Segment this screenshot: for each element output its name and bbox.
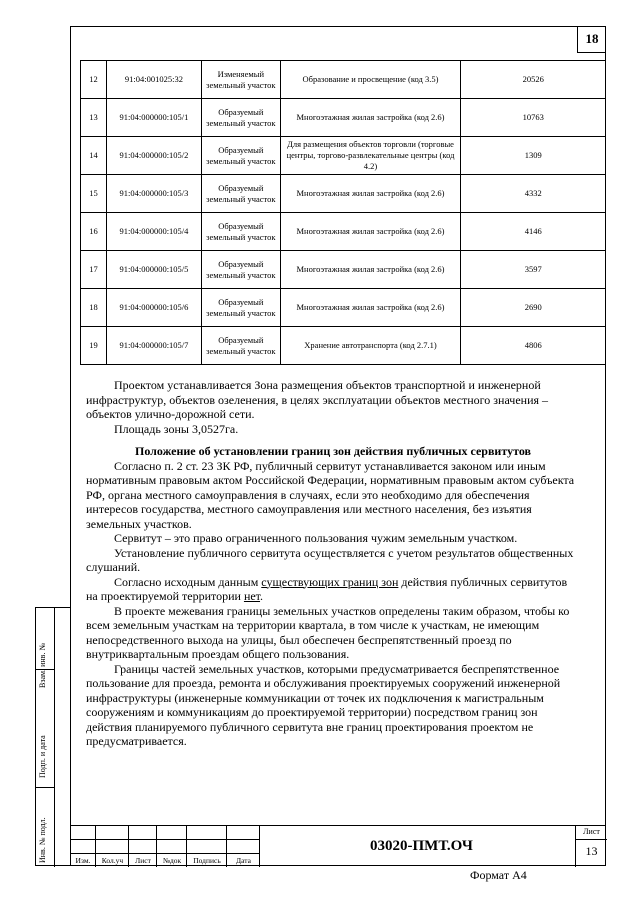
section-heading: Положение об установлении границ зон действия публичных сервитутов <box>135 444 531 458</box>
page-number-badge: 18 <box>577 26 606 53</box>
paragraph-boundaries: Границы частей земельных участков, которыми предусматривается беспрепятственное пользование для проезда, ремонта и обслуживания проектируемых сооружений инженерной инфраструктуры (инженерные коммуникации от точек их подключения к магистральным сооружениям и коммуникациям до проектируемой территории) посредством границ зон действия планируемого публичного сервитута вне границ проектирования проектом не предусматривается. <box>86 661 561 748</box>
plot-area: 4146 <box>461 213 606 251</box>
plot-type: Образуемый земельный участок <box>202 137 281 175</box>
col-label-count: Кол.уч <box>101 856 124 865</box>
col-label-date: Дата <box>236 856 251 865</box>
table-row <box>81 289 606 327</box>
sheet-box <box>575 826 606 867</box>
permitted-use: Многоэтажная жилая застройка (код 2.6) <box>280 289 461 327</box>
table-row <box>81 99 606 137</box>
row-number: 14 <box>81 137 107 175</box>
plot-area: 10763 <box>461 99 606 137</box>
plot-area: 3597 <box>461 251 606 289</box>
plot-type: Образуемый земельный участок <box>202 175 281 213</box>
col-label-signature: Подпись <box>193 856 221 865</box>
row-number: 12 <box>81 61 107 99</box>
row-number: 13 <box>81 99 107 137</box>
col-label-change: Изм. <box>75 856 91 865</box>
cadastral-number: 91:04:000000:105/4 <box>106 213 201 251</box>
table-row <box>81 251 606 289</box>
paragraph-area: Площадь зоны 3,0527га. <box>114 421 239 436</box>
cadastral-number: 91:04:000000:105/5 <box>106 251 201 289</box>
paragraph-servitude-law: Согласно п. 2 ст. 23 ЗК РФ, публичный сервитут устанавливается законом или иным нормативным правовым актом Российской Федерации, нормативным правовым актом субъекта РФ, органа местного самоуправления в случаях, если это необходимо для обеспечения интересов государства, местного самоуправления или местного населения, без изъятия земельных участков. <box>86 458 575 531</box>
sidebar-label-replace: Взам. инв. № <box>38 642 47 688</box>
plot-type: Образуемый земельный участок <box>202 327 281 365</box>
cadastral-number: 91:04:000000:105/6 <box>106 289 201 327</box>
row-number: 17 <box>81 251 107 289</box>
document-code: 03020-ПМТ.ОЧ <box>370 838 473 854</box>
paragraph-zone: Проектом устанавливается Зона размещения объектов транспортной и инженерной инфраструктур, объектов озеленения, в целях эксплуатации объектов местного значения – объектов улично-дорожной сети. <box>86 378 549 421</box>
row-number: 19 <box>81 327 107 365</box>
plot-type: Образуемый земельный участок <box>202 99 281 137</box>
col-label-sheet: Лист <box>135 856 151 865</box>
table-row <box>81 137 606 175</box>
paragraph-access: В проекте межевания границы земельных участков определены таким образом, чтобы ко всем земельным участкам на территории квартала, в том числе к участкам, не имеющим непосредственного выхода на улицы, был обеспечен беспрепятственный проезд по внутриквартальным проездам общего пользования. <box>86 603 570 661</box>
permitted-use: Хранение автотранспорта (код 2.7.1) <box>280 327 461 365</box>
row-number: 15 <box>81 175 107 213</box>
revision-grid <box>70 826 260 867</box>
plot-area: 20526 <box>461 61 606 99</box>
row-number: 16 <box>81 213 107 251</box>
cadastral-number: 91:04:000000:105/1 <box>106 99 201 137</box>
col-label-docnum: №док <box>162 856 182 865</box>
cadastral-number: 91:04:000000:105/2 <box>106 137 201 175</box>
row-number: 18 <box>81 289 107 327</box>
cadastral-number: 91:04:001025:32 <box>106 61 201 99</box>
title-block <box>70 825 606 866</box>
cadastral-number: 91:04:000000:105/3 <box>106 175 201 213</box>
table-row <box>81 61 606 99</box>
plot-type: Изменяемый земельный участок <box>202 61 281 99</box>
sidebar-label-inventory: Инв. № подл. <box>38 817 47 863</box>
document-body <box>86 378 580 749</box>
sheet-label: Лист <box>576 827 607 840</box>
table-row <box>81 213 606 251</box>
plot-area: 4806 <box>461 327 606 365</box>
sidebar-label-signature: Подп. и дата <box>38 735 47 778</box>
paragraph-existing-zones: Согласно исходным данным существующих границ зон действия публичных сервитутов на проектируемой территории нет. <box>86 574 568 603</box>
plot-type: Образуемый земельный участок <box>202 289 281 327</box>
permitted-use: Многоэтажная жилая застройка (код 2.6) <box>280 175 461 213</box>
permitted-use: Для размещения объектов торговли (торговые центры, торгово-развлекательные центры (код 4.2) <box>280 137 461 175</box>
table-row <box>81 175 606 213</box>
paragraph-servitude-definition: Сервитут – это право ограниченного пользования чужим земельным участком. <box>114 531 518 545</box>
permitted-use: Многоэтажная жилая застройка (код 2.6) <box>280 99 461 137</box>
paragraph-hearings: Установление публичного сервитута осуществляется с учетом результатов общественных слушаний. <box>86 545 574 574</box>
plot-area: 4332 <box>461 175 606 213</box>
sheet-number: 13 <box>585 844 598 858</box>
plot-area: 1309 <box>461 137 606 175</box>
land-plots-table <box>80 60 606 365</box>
table-row <box>81 327 606 365</box>
paper-format: Формат А4 <box>470 868 527 882</box>
plot-type: Образуемый земельный участок <box>202 213 281 251</box>
cadastral-number: 91:04:000000:105/7 <box>106 327 201 365</box>
permitted-use: Образование и просвещение (код 3.5) <box>280 61 461 99</box>
stamp-sidebar <box>35 607 71 866</box>
plot-type: Образуемый земельный участок <box>202 251 281 289</box>
plot-area: 2690 <box>461 289 606 327</box>
permitted-use: Многоэтажная жилая застройка (код 2.6) <box>280 213 461 251</box>
permitted-use: Многоэтажная жилая застройка (код 2.6) <box>280 251 461 289</box>
